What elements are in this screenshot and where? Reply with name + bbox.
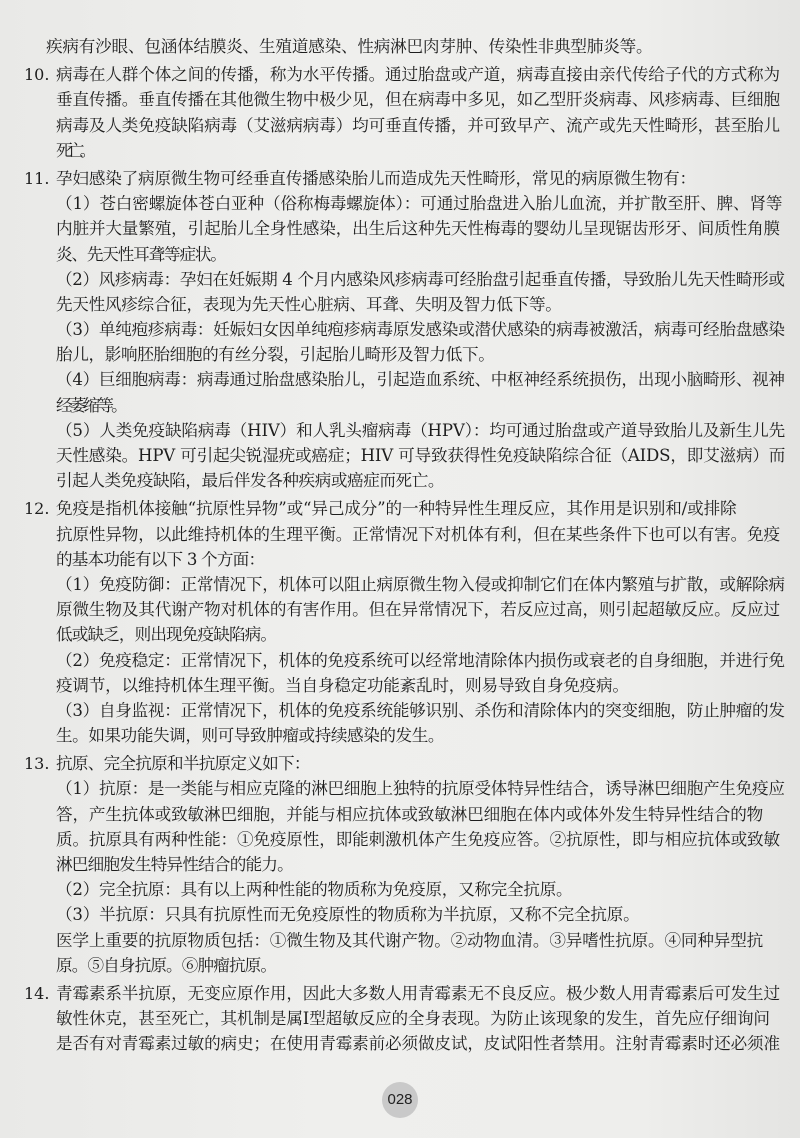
paragraph <box>0 418 800 494</box>
text-line: 内脏并大量繁殖，引起胎儿全身性感染，出生后这种先天性梅毒的婴幼儿呈现锯齿形牙、间质性角膜 <box>56 219 780 239</box>
text-line: 天性感染。HPV 可引起尖锐湿疣或癌症；HIV 可导致获得性免疫缺陷综合征（AIDS，即艾滋病）而 <box>56 446 786 465</box>
paragraph <box>0 698 800 748</box>
text-line: 敏性休克，甚至死亡，其机制是属Ⅰ型超敏反应的全身表现。为防止该现象的发生，首先应仔细询问 <box>56 1009 770 1029</box>
paragraph <box>0 877 800 902</box>
paragraph <box>0 928 800 978</box>
document-page <box>0 34 800 1057</box>
text-line: （2）风疹病毒：孕妇在妊娠期 4 个月内感染风疹病毒可经胎盘引起垂直传播，导致胎儿先天性畸形或 <box>56 269 785 289</box>
text-line: 抗原性异物，以此维持机体的生理平衡。正常情况下对机体有利，但在某些条件下也可以有害。免疫 <box>56 524 780 544</box>
paragraph <box>0 648 800 698</box>
text-line: 病毒及人类免疫缺陷病毒（艾滋病病毒）均可垂直传播，并可致早产、流产或先天性畸形，甚至胎儿 <box>56 115 780 135</box>
text-line: 疾病有沙眼、包涵体结膜炎、生殖道感染、性病淋巴肉芽肿、传染性非典型肺炎等。 <box>46 37 653 56</box>
text-line: （1）苍白密螺旋体苍白亚种（俗称梅毒螺旋体）：可通过胎盘进入胎儿血流，并扩散至肝、脾、肾等 <box>56 194 783 214</box>
text-line: 先天性风疹综合征，表现为先天性心脏病、耳聋、失明及智力低下等。 <box>56 294 562 314</box>
text-line: 病毒在人群个体之间的传播，称为水平传播。通过胎盘或产道，病毒直接由亲代传给子代的方式称为 <box>56 65 780 85</box>
text-line: 淋巴细胞发生特异性结合的能力。 <box>56 855 293 874</box>
text-line: 生。如果功能失调，则可导致肿瘤或持续感染的发生。 <box>56 726 445 746</box>
text-line: （4）巨细胞病毒：病毒通过胎盘感染胎儿，引起造血系统、中枢神经系统损伤，出现小脑畸形、视神 <box>56 370 785 390</box>
item-number: 12. <box>24 499 50 519</box>
paragraph <box>0 902 800 927</box>
item-number: 14. <box>24 983 50 1003</box>
text-line: 胎儿，影响胚胎细胞的有丝分裂，引起胎儿畸形及智力低下。 <box>56 345 495 365</box>
paragraph <box>0 572 800 648</box>
paragraph <box>0 981 800 1057</box>
item-number: 10. <box>24 65 50 85</box>
text-line: 孕妇感染了病原微生物可经垂直传播感染胎儿而造成先天性畸形，常见的病原微生物有： <box>56 168 696 188</box>
page-number: 028 <box>382 1082 418 1118</box>
text-line: 引起人类免疫缺陷，最后伴发各种疾病或癌症而死亡。 <box>56 471 445 491</box>
paragraph <box>0 62 800 163</box>
text-line: （2）免疫稳定：正常情况下，机体的免疫系统可以经常地清除体内损伤或衰老的自身细胞，并进行免 <box>56 650 785 670</box>
paragraph <box>0 776 800 877</box>
text-line: 的基本功能有以下 3 个方面： <box>56 549 265 569</box>
text-line: 原微生物及其代谢产物对机体的有害作用。但在异常情况下，若反应过高，则引起超敏反应。反应过 <box>56 600 780 620</box>
text-line: 低或缺乏，则出现免疫缺陷病。 <box>56 625 277 645</box>
list-item <box>0 981 800 1057</box>
item-number: 13. <box>24 754 50 774</box>
paragraph <box>0 267 800 317</box>
intro-paragraph <box>0 34 800 59</box>
text-line: 是否有对青霉素过敏的病史；在使用青霉素前必须做皮试，皮试阳性者禁用。注射青霉素时还必须准 <box>56 1034 780 1054</box>
text-line: 抗原、完全抗原和半抗原定义如下： <box>56 754 310 774</box>
text-line: 原。⑤自身抗原。⑥肿瘤抗原。 <box>56 955 277 975</box>
paragraph <box>0 317 800 367</box>
text-line: 死亡。 <box>56 140 92 160</box>
text-line: （3）单纯疱疹病毒：妊娠妇女因单纯疱疹病毒原发感染或潜伏感染的病毒被激活，病毒可经胎盘感染 <box>56 320 785 340</box>
text-line: （5）人类免疫缺陷病毒（HIV）和人乳头瘤病毒（HPV）：均可通过胎盘或产道导致胎儿及新生儿先 <box>56 420 786 440</box>
text-line: 质。抗原具有两种性能：①免疫原性，即能刺激机体产生免疫应答。②抗原性，即与相应抗体或致敏 <box>56 829 780 849</box>
text-line: 垂直传播。垂直传播在其他微生物中极少见，但在病毒中多见，如乙型肝炎病毒、风疹病毒、巨细胞 <box>56 90 780 110</box>
text-line: 医学上重要的抗原物质包括：①微生物及其代谢产物。②动物血清。③异嗜性抗原。④同种异型抗 <box>56 930 764 950</box>
text-line: （2）完全抗原：具有以上两种性能的物质称为免疫原，又称完全抗原。 <box>56 880 573 900</box>
text-line: （3）半抗原：只具有抗原性而无免疫原性的物质称为半抗原，又称不完全抗原。 <box>56 905 640 925</box>
item-number: 11. <box>24 168 50 188</box>
paragraph <box>0 191 800 267</box>
paragraph <box>0 367 800 417</box>
list-item <box>0 62 800 163</box>
text-line: （1）抗原：是一类能与相应克隆的淋巴细胞上独特的抗原受体特异性结合，诱导淋巴细胞产生免疫应 <box>56 779 785 799</box>
text-line: 经萎缩等。 <box>56 395 125 415</box>
list-item <box>0 496 800 748</box>
paragraph <box>0 496 800 572</box>
text-line: 炎、先天性耳聋等症状。 <box>56 244 226 264</box>
text-line: （3）自身监视：正常情况下，机体的免疫系统能够识别、杀伤和清除体内的突变细胞，防止肿瘤的发 <box>56 700 785 720</box>
list-item <box>0 166 800 493</box>
text-line: 青霉素系半抗原，无变应原作用，因此大多数人用青霉素无不良反应。极少数人用青霉素后可发生过 <box>56 983 780 1003</box>
text-line: （1）免疫防御：正常情况下，机体可以阻止病原微生物入侵或抑制它们在体内繁殖与扩散，或解除病 <box>56 574 785 594</box>
text-line: 疫调节，以维持机体生理平衡。当自身稳定功能紊乱时，则易导致自身免疫病。 <box>56 675 629 695</box>
text-line: 答，产生抗体或致敏淋巴细胞，并能与相应抗体或致敏淋巴细胞在体内或体外发生特异性结合的物 <box>56 804 764 824</box>
paragraph <box>0 166 800 191</box>
list-item <box>0 751 800 978</box>
text-line: 免疫是指机体接触“抗原性异物”或“异己成分”的一种特异性生理反应，其作用是识别和/或排除 <box>56 499 737 519</box>
numbered-list <box>0 62 800 1056</box>
paragraph <box>0 751 800 776</box>
